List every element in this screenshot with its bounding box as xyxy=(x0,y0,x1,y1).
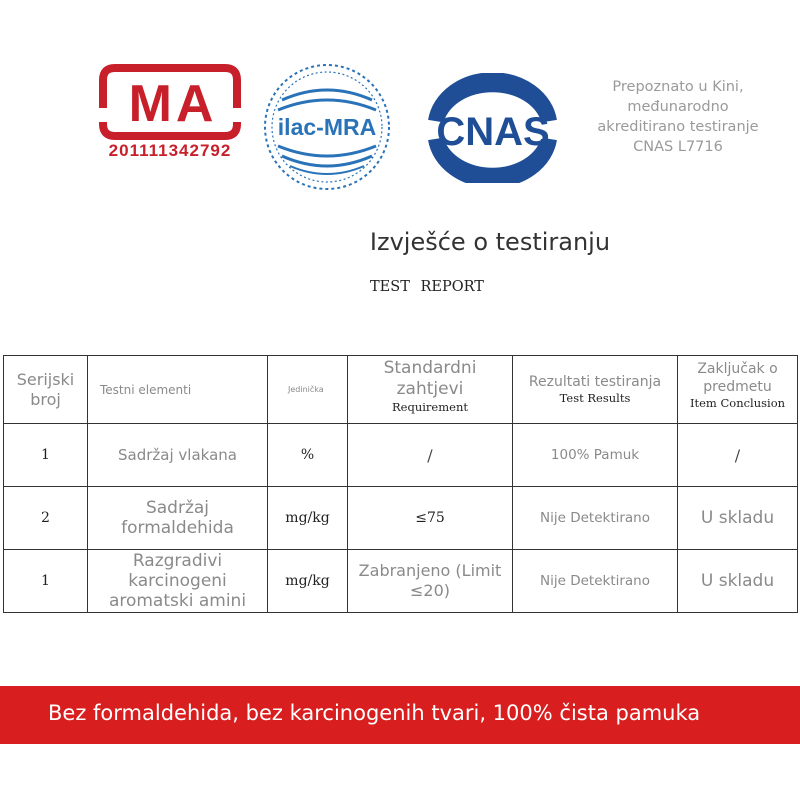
header-result-label: Rezultati testiranja xyxy=(528,373,662,390)
table-row xyxy=(4,424,798,487)
cell-conclusion: / xyxy=(678,424,798,487)
report-title: Izvješće o testiranju xyxy=(369,228,611,256)
cell-conclusion: U skladu xyxy=(678,487,798,550)
ilac-mra-logo-icon xyxy=(260,60,395,195)
cma-letters: MA xyxy=(128,75,218,133)
table-row xyxy=(4,487,798,550)
table-header-row xyxy=(4,356,798,424)
cnas-logo-icon xyxy=(415,73,570,183)
header-requirement-en: Requirement xyxy=(392,399,468,414)
cell-conclusion: U skladu xyxy=(678,550,798,613)
ilac-mra-label: ilac-MRA xyxy=(277,114,377,140)
header-serial: Serijski broj xyxy=(4,356,88,424)
cell-requirement: / xyxy=(348,424,513,487)
table-row xyxy=(4,550,798,613)
cell-element: Sadržaj formaldehida xyxy=(88,487,268,550)
cma-registration-number: 201111342792 xyxy=(108,141,232,160)
cell-element: Razgradivi karcinogeni aromatski amini xyxy=(88,550,268,613)
cell-result: Nije Detektirano xyxy=(513,487,678,550)
cell-unit: mg/kg xyxy=(268,487,348,550)
accreditation-logos xyxy=(0,55,800,205)
cell-serial: 1 xyxy=(4,424,88,487)
test-report-table xyxy=(3,355,798,613)
header-conclusion-en: Item Conclusion xyxy=(689,395,786,410)
header-element: Testni elementi xyxy=(88,356,268,424)
cell-result: 100% Pamuk xyxy=(513,424,678,487)
accreditation-note: Prepoznato u Kini, međunarodno akreditirano testiranje CNAS L7716 xyxy=(597,79,759,155)
header-unit: Jedinička xyxy=(268,356,348,424)
cell-unit: mg/kg xyxy=(268,550,348,613)
header-result-en: Test Results xyxy=(559,390,631,405)
report-subtitle: TEST REPORT xyxy=(370,279,484,295)
cnas-letters: CNAS xyxy=(436,110,550,154)
promo-banner-text: Bez formaldehida, bez karcinogenih tvari, 100% čista pamuka xyxy=(48,701,701,725)
cell-result: Nije Detektirano xyxy=(513,550,678,613)
cell-requirement: ≤75 xyxy=(348,487,513,550)
header-requirement xyxy=(348,356,513,424)
header-conclusion-label: Zaključak o predmetu xyxy=(697,360,778,395)
header-requirement-label: Standardni zahtjevi xyxy=(383,357,477,399)
header-result xyxy=(513,356,678,424)
cell-unit: % xyxy=(268,424,348,487)
cell-serial: 1 xyxy=(4,550,88,613)
cell-element: Sadržaj vlakana xyxy=(88,424,268,487)
header-conclusion xyxy=(678,356,798,424)
cell-requirement: Zabranjeno (Limit ≤20) xyxy=(348,550,513,613)
promo-banner xyxy=(0,686,800,744)
cell-serial: 2 xyxy=(4,487,88,550)
